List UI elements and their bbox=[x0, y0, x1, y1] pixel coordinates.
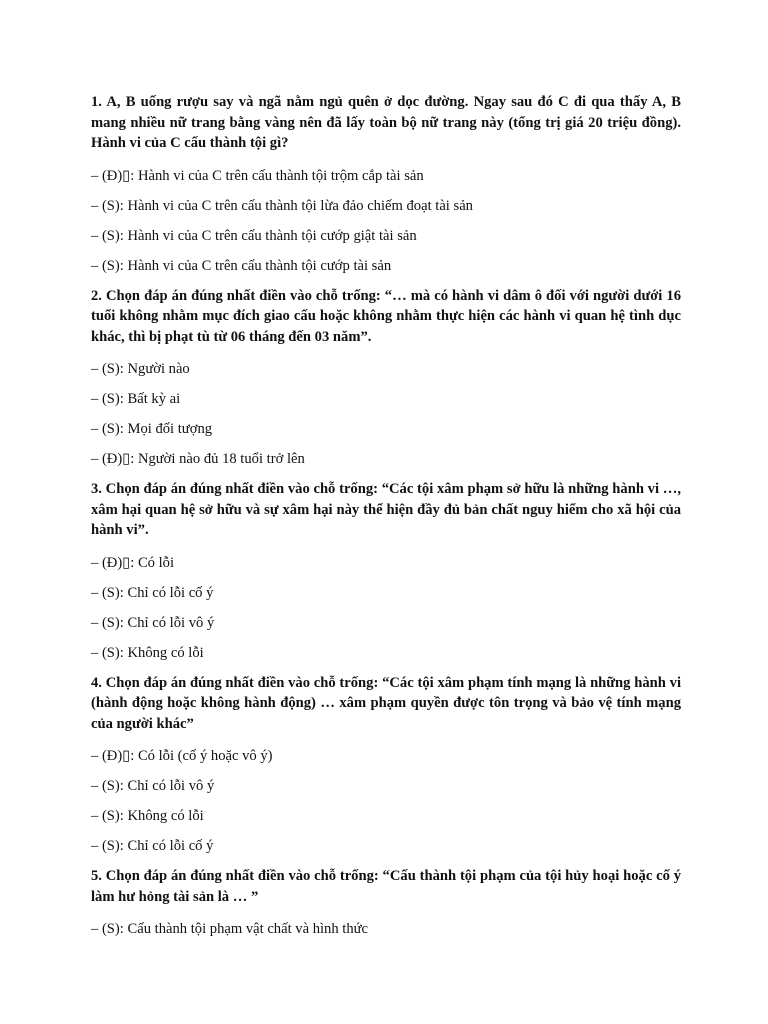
answer-option: – (S): Hành vi của C trên cấu thành tội cướp giật tài sản bbox=[91, 227, 417, 244]
question-block bbox=[91, 479, 681, 663]
question-list bbox=[91, 92, 681, 949]
answer-option: – (Đ)▯: Người nào đủ 18 tuổi trở lên bbox=[91, 451, 305, 467]
answer-option: – (S): Bất kỳ ai bbox=[91, 391, 181, 407]
question-text: 2. Chọn đáp án đúng nhất điền vào chỗ trống: “… mà có hành vi dâm ô đối với người dưới 16 tuổi không nhằm mục đích giao cấu hoặc không nhằm thực hiện các hành vi quan hệ tình dục khác, thì bị phạt tù từ 06 tháng đến 03 năm”. bbox=[91, 287, 681, 345]
answer-option: – (S): Người nào bbox=[91, 361, 190, 377]
question-block bbox=[91, 286, 681, 470]
answer-option: – (S): Hành vi của C trên cấu thành tội cướp tài sản bbox=[91, 257, 392, 274]
answer-option: – (S): Hành vi của C trên cấu thành tội lừa đảo chiếm đoạt tài sản bbox=[91, 197, 473, 214]
question-text: 3. Chọn đáp án đúng nhất điền vào chỗ trống: “Các tội xâm phạm sở hữu là những hành vi …, xâm hại quan hệ sở hữu và sự xâm hại này thể hiện đầy đủ bản chất nguy hiểm cho xã hội của hành vi”. bbox=[91, 481, 681, 538]
answer-option: – (S): Mọi đối tượng bbox=[91, 421, 213, 437]
answer-option: – (Đ)▯: Có lỗi bbox=[91, 554, 175, 571]
question-text: 1. A, B uống rượu say và ngã nằm ngủ quên ở dọc đường. Ngay sau đó C đi qua thấy A, B mang nhiều nữ trang bằng vàng nên đã lấy toàn bộ nữ trang này (tổng trị giá 20 triệu đồng). Hành vi của C cấu thành tội gì? bbox=[91, 94, 681, 151]
answer-option: – (Đ)▯: Hành vi của C trên cấu thành tội trộm cắp tài sản bbox=[91, 167, 424, 184]
answer-option: – (S): Chỉ có lỗi cố ý bbox=[91, 838, 214, 854]
answer-option: – (S): Cấu thành tội phạm vật chất và hình thức bbox=[91, 921, 369, 937]
question-text: 5. Chọn đáp án đúng nhất điền vào chỗ trống: “Cấu thành tội phạm của tội hủy hoại hoặc cố ý làm hư hỏng tài sản là … ” bbox=[91, 868, 681, 905]
answer-option: – (S): Chỉ có lỗi vô ý bbox=[91, 614, 215, 631]
question-block bbox=[91, 673, 681, 857]
answer-option: – (Đ)▯: Có lỗi (cố ý hoặc vô ý) bbox=[91, 748, 273, 764]
question-text: 4. Chọn đáp án đúng nhất điền vào chỗ trống: “Các tội xâm phạm tính mạng là những hành vi (hành động hoặc không hành động) … xâm phạm quyền được tôn trọng và bảo vệ tính mạng của người khác” bbox=[91, 674, 681, 732]
question-block bbox=[91, 92, 681, 276]
answer-option: – (S): Chỉ có lỗi cố ý bbox=[91, 584, 214, 601]
question-block bbox=[91, 866, 681, 939]
answer-option: – (S): Không có lỗi bbox=[91, 808, 204, 824]
answer-option: – (S): Không có lỗi bbox=[91, 644, 204, 661]
answer-option: – (S): Chỉ có lỗi vô ý bbox=[91, 778, 215, 794]
